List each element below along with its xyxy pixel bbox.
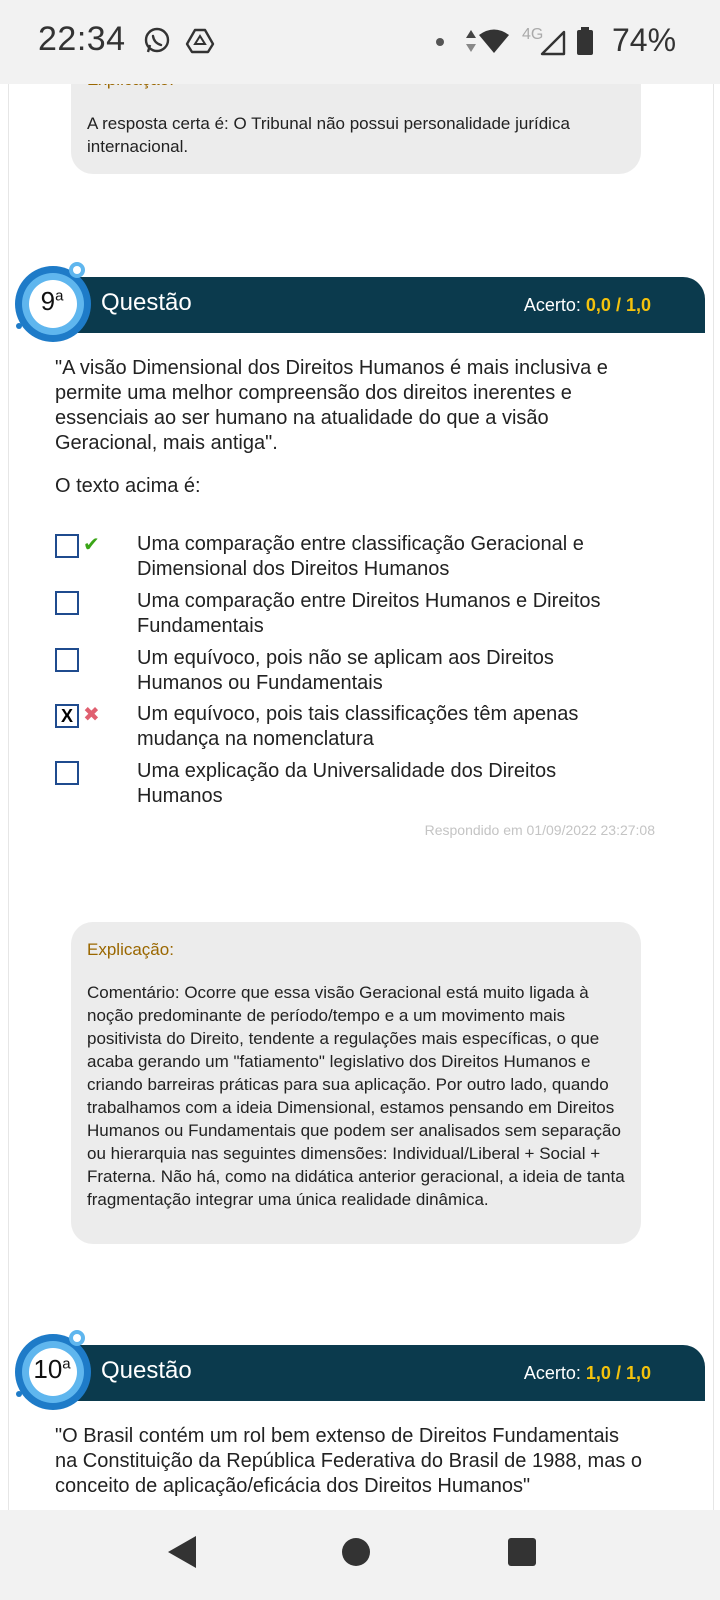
data-arrows-icon xyxy=(464,28,478,54)
signal-icon xyxy=(540,30,566,56)
dot-icon xyxy=(435,37,445,47)
correct-check-icon: ✔ xyxy=(83,534,100,556)
answer-checkbox[interactable] xyxy=(55,648,79,672)
answer-checkbox[interactable] xyxy=(55,591,79,615)
question-number-badge: 10$^a$ xyxy=(13,1328,99,1414)
question-header xyxy=(71,1345,705,1401)
explanation-text: Comentário: Ocorre que essa visão Geracional está muito ligada à noção predominante de período/tempo e a um movimento mais positivista do Direito, tendente a regulações mais específicas, o que acaba gerando um "fatiamento" legislativo dos Direitos Humanos e criando barreiras práticas para sua aplicação. Por outro lado, quando trabalhamos com a ideia Dimensional, estamos pensando em Direitos Humanos ou Fundamentais que podem ser analisados sem separação ou hierarquia nas seguintes dimensões: Individual/Liberal + Social + Fraterna. Não há, como na didática anterior geracional, a ideia de tanta fragmentação integrar uma única realidade dinâmica. xyxy=(87,983,625,1209)
recents-icon[interactable] xyxy=(506,1536,538,1568)
answered-timestamp: Respondido em 01/09/2022 23:27:08 xyxy=(424,822,655,838)
score-max: / 1,0 xyxy=(615,295,651,315)
status-time: 22:34 xyxy=(38,20,126,58)
question-statement: "O Brasil contém um rol bem extenso de Direitos Fundamentais na Constituição da República Federativa do Brasil de 1988, mas o conceito de aplicação/eficácia dos Direitos Humanos" xyxy=(55,1425,643,1497)
explanation-text: A resposta certa é: O Tribunal não possui personalidade jurídica internacional. xyxy=(87,114,570,156)
answer-option[interactable]: ✔ Uma comparação entre classificação Geracional e Dimensional dos Direitos Humanos xyxy=(55,532,655,580)
answer-checkbox-checked[interactable] xyxy=(55,704,79,728)
question-title: Questão xyxy=(101,1357,192,1384)
drive-icon xyxy=(186,28,214,54)
battery-percent: 74% xyxy=(612,22,677,58)
question-score: Acerto: 0,0 / 1,0 xyxy=(523,295,651,315)
question-header xyxy=(71,277,705,333)
score-value: 0,0 xyxy=(585,295,611,315)
question-number-badge: 9$^a$ xyxy=(13,260,99,346)
page-content[interactable] xyxy=(8,84,714,1510)
question-score: Acerto: 1,0 / 1,0 xyxy=(523,1363,651,1383)
navigation-bar xyxy=(0,1510,720,1600)
explanation-label: Explicação: xyxy=(87,940,174,959)
answer-option-selected[interactable]: X ✖ Um equívoco, pois tais classificações têm apenas mudança na nomenclatura xyxy=(55,702,655,750)
score-max: / 1,0 xyxy=(615,1363,651,1383)
question-statement: "A visão Dimensional dos Direitos Humanos é mais inclusiva e permite uma melhor compreensão dos direitos inerentes e essenciais ao ser humano na atualidade do que a visão Geracional, mais antiga". xyxy=(55,357,608,454)
home-icon[interactable] xyxy=(340,1536,372,1568)
explanation-box xyxy=(71,922,641,1244)
whatsapp-icon xyxy=(142,26,172,56)
checked-x-icon: X xyxy=(60,706,73,726)
answer-option[interactable]: Uma comparação entre Direitos Humanos e Direitos Fundamentais xyxy=(55,589,655,637)
answer-checkbox[interactable] xyxy=(55,534,79,558)
question-prompt: O texto acima é: xyxy=(55,475,201,497)
answer-checkbox[interactable] xyxy=(55,761,79,785)
status-bar xyxy=(0,0,720,84)
question-title: Questão xyxy=(101,289,192,316)
question-number: 9 xyxy=(40,286,56,316)
battery-icon xyxy=(576,26,594,56)
question-number: 10 xyxy=(33,1354,63,1384)
score-value: 1,0 xyxy=(585,1363,611,1383)
answer-option[interactable]: Um equívoco, pois não se aplicam aos Direitos Humanos ou Fundamentais xyxy=(55,646,655,694)
network-type: 4G xyxy=(522,26,544,43)
wrong-x-icon: ✖ xyxy=(83,704,100,726)
answer-option[interactable]: Uma explicação da Universalidade dos Direitos Humanos xyxy=(55,759,655,807)
wifi-icon xyxy=(478,28,510,54)
back-icon[interactable] xyxy=(166,1534,198,1570)
